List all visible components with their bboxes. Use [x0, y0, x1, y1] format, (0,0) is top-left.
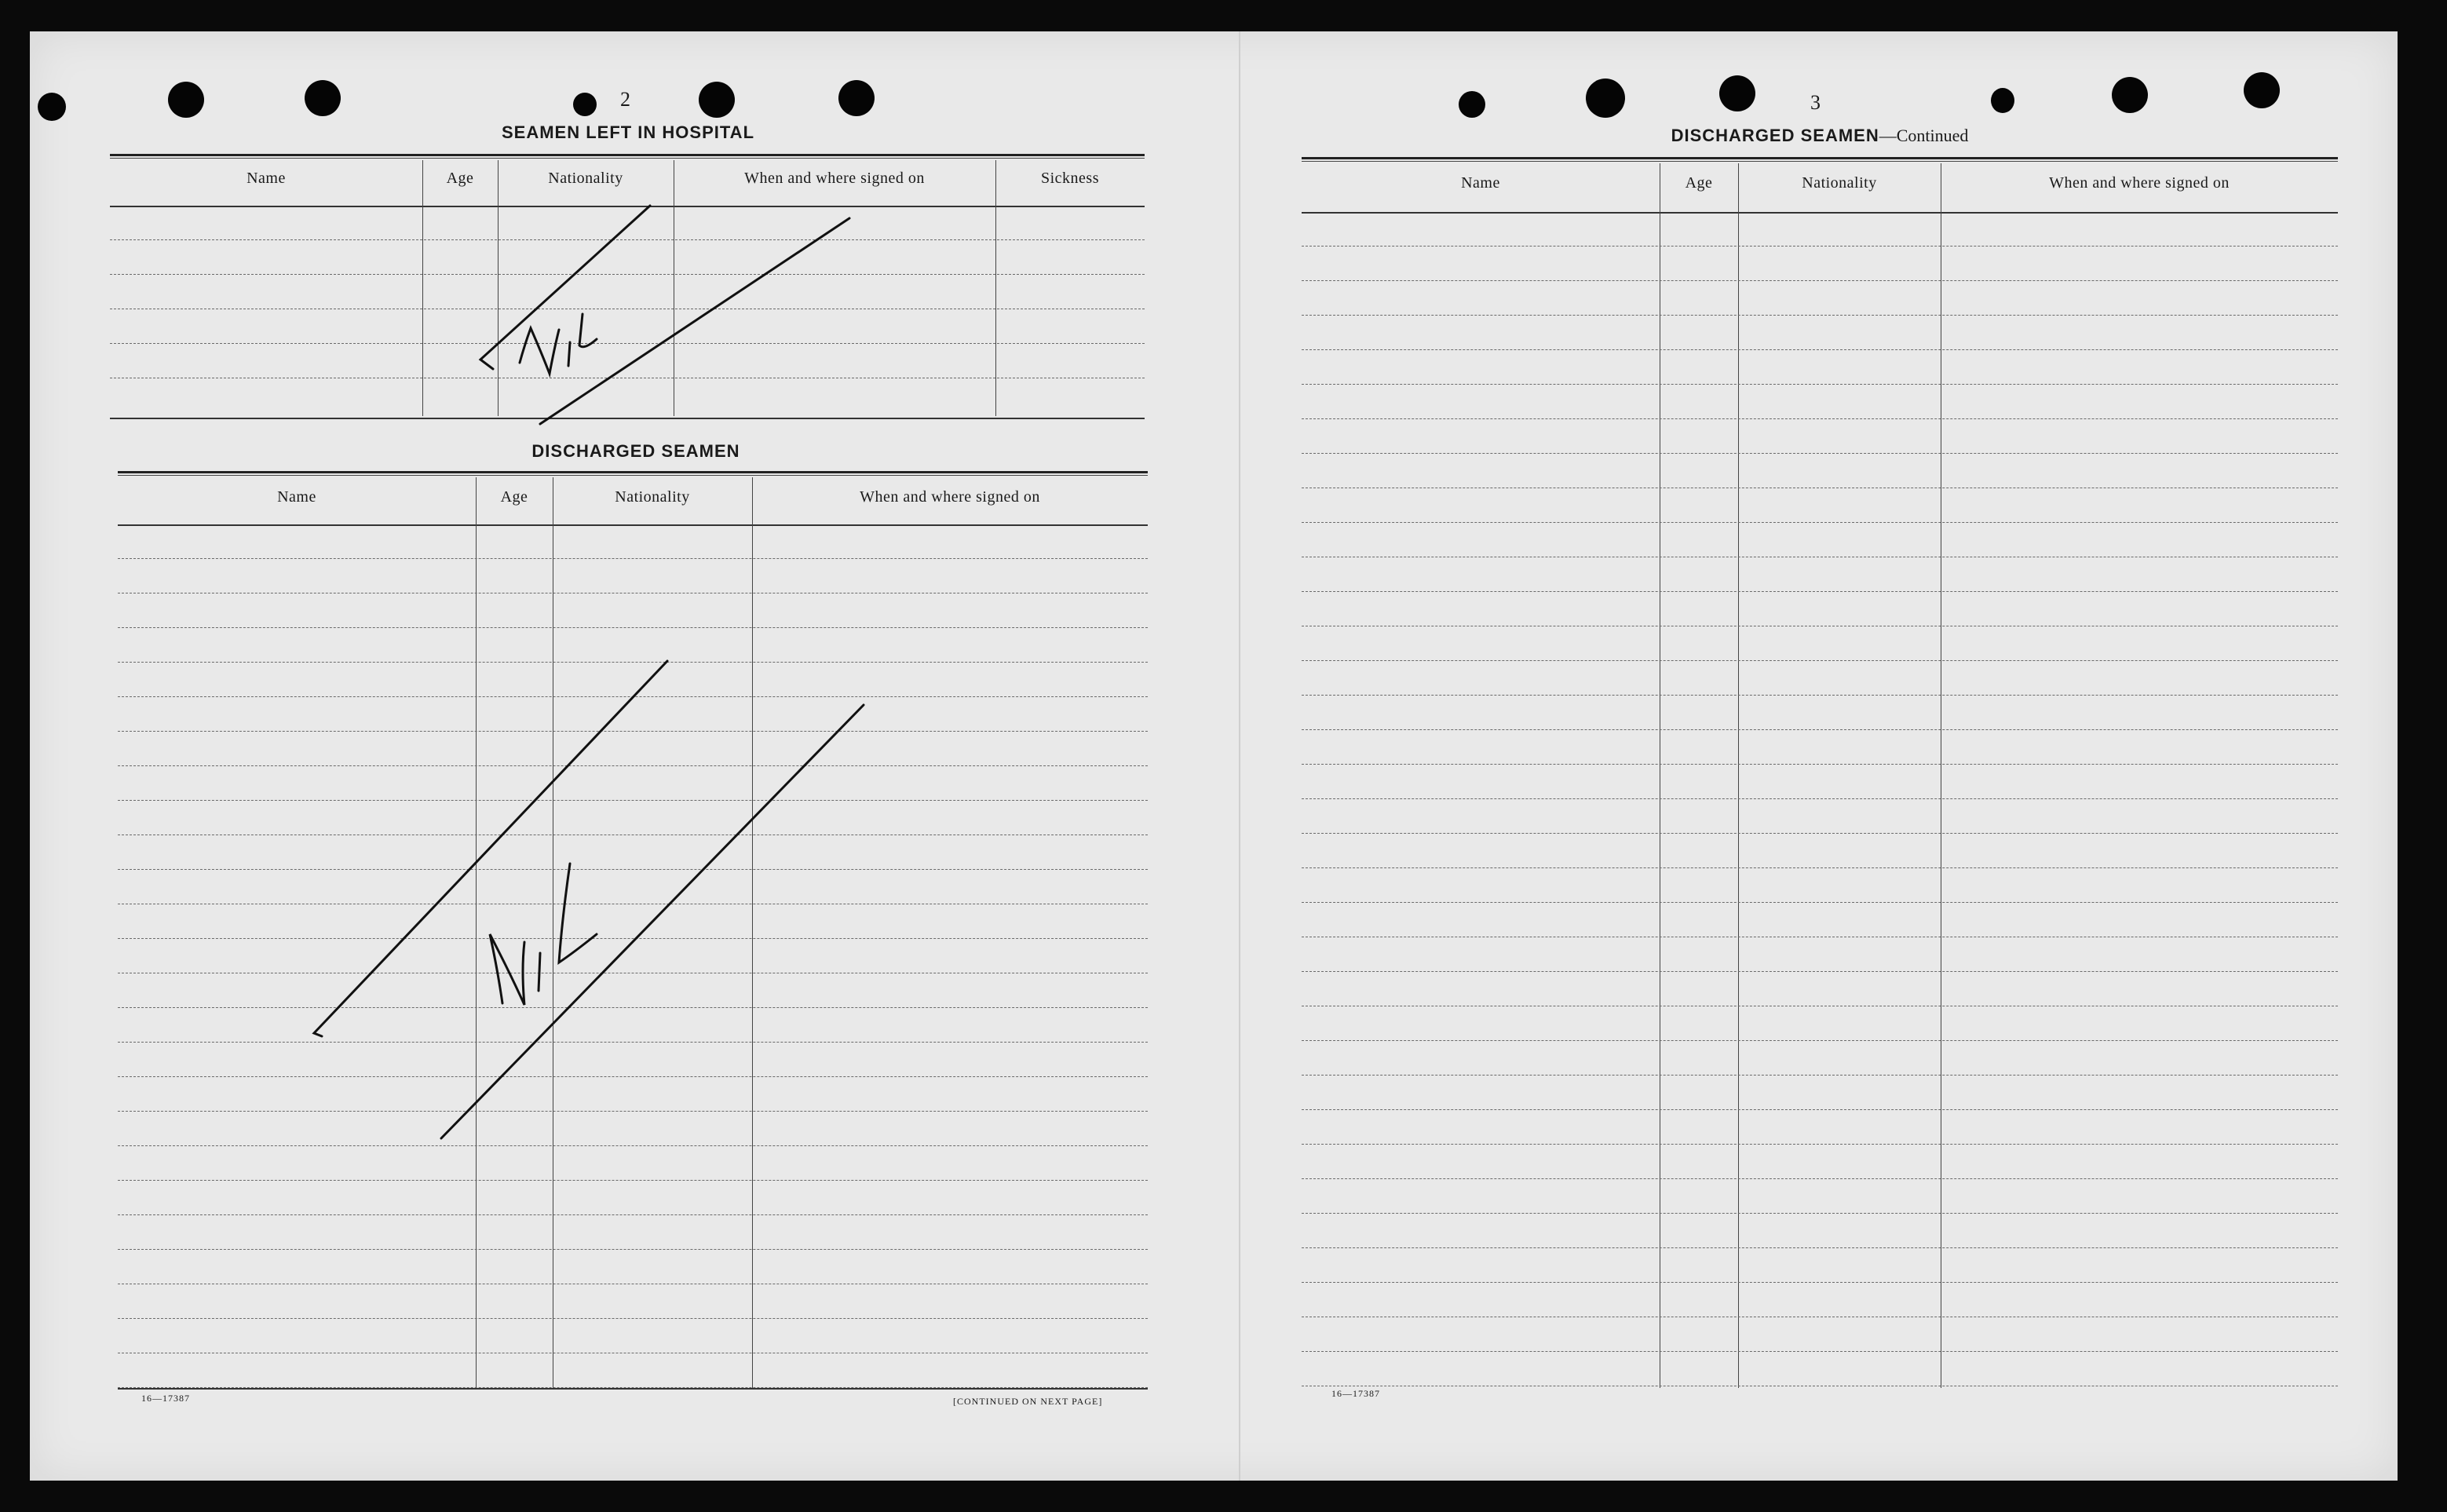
strike-line	[441, 705, 864, 1138]
column-header-signed-on: When and where signed on	[2049, 174, 2230, 192]
column-header-age: Age	[500, 488, 528, 506]
handwritten-nil	[520, 314, 597, 374]
hospital-section-title: SEAMEN LEFT IN HOSPITAL	[501, 122, 755, 142]
column-header-sickness: Sickness	[1041, 170, 1099, 187]
column-header-nationality: Nationality	[1802, 174, 1877, 192]
column-header-age: Age	[446, 170, 474, 187]
column-header-signed-on: When and where signed on	[860, 488, 1040, 506]
title-text: DISCHARGED SEAMEN	[1671, 126, 1879, 145]
page-number: 3	[1810, 91, 1821, 114]
discharged-section-title: DISCHARGED SEAMEN	[531, 441, 740, 461]
column-header-signed-on: When and where signed on	[744, 170, 925, 187]
column-header-name: Name	[277, 488, 316, 506]
column-header-age: Age	[1685, 174, 1713, 192]
strike-line	[314, 661, 667, 1036]
column-header-name: Name	[1461, 174, 1500, 192]
strike-line	[540, 218, 849, 424]
handwritten-nil	[490, 864, 597, 1005]
title-suffix: —Continued	[1879, 126, 1969, 145]
column-header-nationality: Nationality	[548, 170, 623, 187]
strike-line	[480, 206, 650, 369]
page-number: 2	[620, 88, 630, 111]
form-number: 16—17387	[141, 1393, 190, 1404]
continued-note: [CONTINUED ON NEXT PAGE]	[953, 1396, 1103, 1407]
form-number: 16—17387	[1331, 1388, 1380, 1399]
column-header-name: Name	[247, 170, 286, 187]
column-header-nationality: Nationality	[615, 488, 690, 506]
